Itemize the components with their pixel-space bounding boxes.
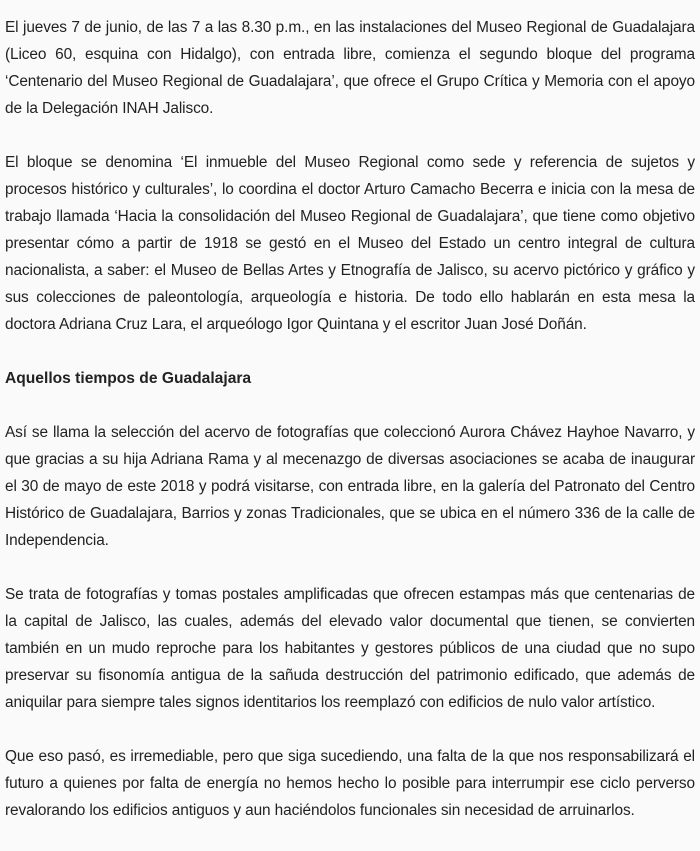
article-paragraph-5: Que eso pasó, es irremediable, pero que siga sucediendo, una falta de la que nos responsabilizará el futuro a quienes por falta de energía no hemos hecho lo posible para interrumpir ese ciclo perverso revalorando los edificios antiguos y aun haciéndolos funcionales sin necesidad de arruinarlos.: [5, 748, 695, 819]
article-body: [5, 14, 695, 851]
article-paragraph-1: El jueves 7 de junio, de las 7 a las 8.30 p.m., en las instalaciones del Museo Regional de Guadalajara (Liceo 60, esquina con Hidalgo), con entrada libre, comienza el segundo bloque del programa ‘Centenario del Museo Regional de Guadalajara’, que ofrece el Grupo Crítica y Memoria con el apoyo de la Delegación INAH Jalisco.: [5, 19, 695, 117]
article-paragraph-3: Así se llama la selección del acervo de fotografías que coleccionó Aurora Chávez Hayhoe Navarro, y que gracias a su hija Adriana Rama y al mecenazgo de diversas asociaciones se acaba de inaugurar el 30 de mayo de este 2018 y podrá visitarse, con entrada libre, en la galería del Patronato del Centro Histórico de Guadalajara, Barrios y zonas Tradicionales, que se ubica en el número 336 de la calle de Independencia.: [5, 424, 695, 549]
section-heading: Aquellos tiempos de Guadalajara: [5, 370, 252, 387]
article-paragraph-4: Se trata de fotografías y tomas postales amplificadas que ofrecen estampas más que centenarias de la capital de Jalisco, las cuales, además del elevado valor documental que tienen, se convierten también en un mudo reproche para los habitantes y gestores públicos de una ciudad que no supo preservar su fisonomía antigua de la sañuda destrucción del patrimonio edificado, que además de aniquilar para siempre tales signos identitarios los reemplazó con edificios de nulo valor artístico.: [5, 586, 695, 711]
article-paragraph-2: El bloque se denomina ‘El inmueble del Museo Regional como sede y referencia de sujetos y procesos histórico y culturales’, lo coordina el doctor Arturo Camacho Becerra e inicia con la mesa de trabajo llamada ‘Hacia la consolidación del Museo Regional de Guadalajara’, que tiene como objetivo presentar cómo a partir de 1918 se gestó en el Museo del Estado un centro integral de cultura nacionalista, a saber: el Museo de Bellas Artes y Etnografía de Jalisco, su acervo pictórico y gráfico y sus colecciones de paleontología, arqueología e historia. De todo ello hablarán en esta mesa la doctora Adriana Cruz Lara, el arqueólogo Igor Quintana y el escritor Juan José Doñán.: [5, 154, 695, 333]
